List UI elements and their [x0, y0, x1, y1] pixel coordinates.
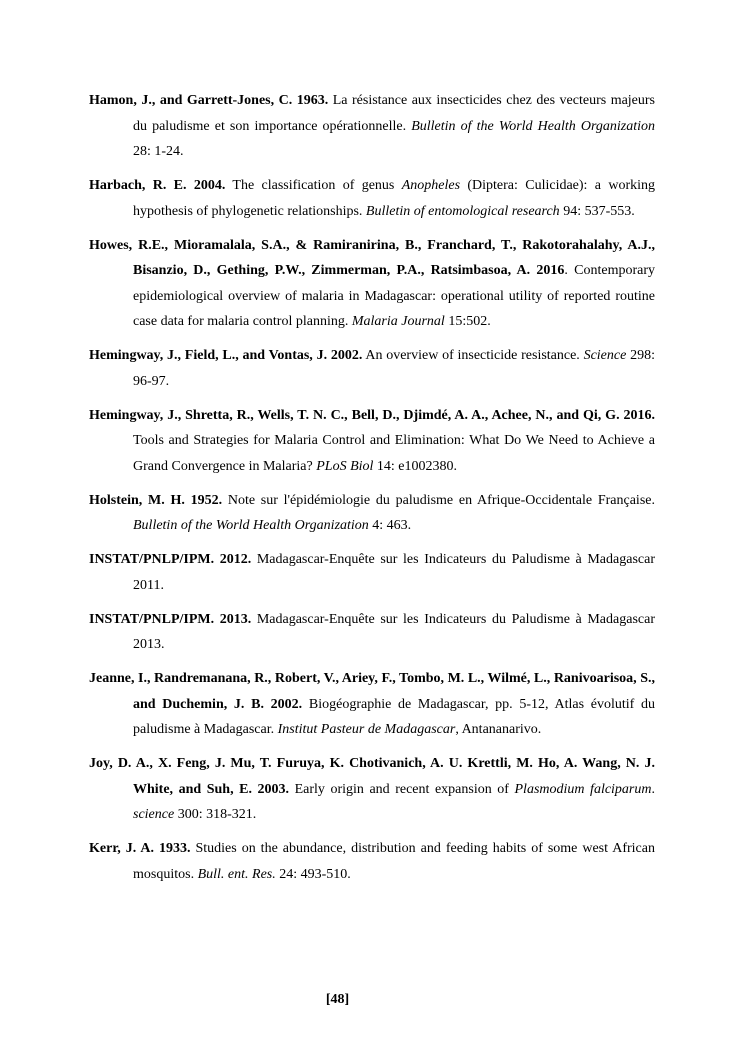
reference-journal: Bulletin of the World Health Organization [133, 518, 369, 533]
reference-text: The classification of genus [225, 178, 402, 193]
reference-text: Biogéographie de Madagascar, pp. 5-12, Atlas évolutif du paludisme à Madagascar. [133, 696, 655, 737]
reference-entry [89, 233, 655, 335]
reference-entry [89, 403, 655, 480]
reference-text: Studies on the abundance, distribution and feeding habits of some west African mosquitos. [133, 841, 655, 882]
reference-volume-pages: 14: e1002380. [373, 458, 458, 474]
reference-authors-year: INSTAT/PNLP/IPM. 2013. [89, 611, 252, 627]
reference-volume-pages: 4: 463. [368, 518, 412, 533]
reference-text: Madagascar-Enquête sur les Indicateurs du Paludisme à Madagascar 2011. [133, 552, 655, 593]
reference-volume-pages: 24: 493-510. [275, 866, 351, 882]
reference-authors-year: Holstein, M. H. 1952. [89, 492, 223, 508]
reference-authors-year: Hemingway, J., Field, L., and Vontas, J. 2002. [89, 348, 363, 363]
reference-entry [89, 751, 655, 828]
reference-publisher: Institut Pasteur de Madagascar [277, 722, 456, 737]
reference-entry [89, 488, 655, 539]
reference-species: Plasmodium falciparum [514, 781, 652, 797]
reference-volume-pages: 28: 1-24. [133, 144, 184, 159]
reference-authors-year: Hemingway, J., Shretta, R., Wells, T. N. C., Bell, D., Djimdé, A. A., Achee, N., and Qi, G. 2016. [89, 407, 655, 423]
page-number: [48] [325, 992, 350, 1007]
reference-authors-year: Kerr, J. A. 1933. [89, 841, 191, 856]
reference-entry [89, 836, 655, 887]
reference-entry [89, 173, 655, 224]
reference-journal: science [133, 807, 175, 822]
reference-text: An overview of insecticide resistance. [362, 348, 584, 363]
reference-authors-year: Howes, R.E., Mioramalala, S.A., & Ramiranirina, B., Franchard, T., Rakotorahalahy, A.J., Bisanzio, D., Gething, P.W., Zimmerman, P.A., Ratsimbasoa, A. 2016 [89, 237, 655, 278]
reference-text: Madagascar-Enquête sur les Indicateurs du Paludisme à Madagascar 2013. [133, 611, 655, 652]
reference-volume-pages: 94: 537-553. [559, 203, 635, 219]
reference-text: Early origin and recent expansion of [289, 781, 515, 797]
reference-text: . [651, 781, 655, 797]
reference-journal: Bulletin of entomological research [365, 203, 560, 219]
reference-journal: PLoS Biol [316, 458, 374, 474]
reference-journal: Science [583, 348, 627, 363]
reference-text: La résistance aux insecticides chez des vecteurs majeurs du paludisme et son importance opérationnelle. [133, 93, 656, 134]
reference-authors-year: INSTAT/PNLP/IPM. 2012. [89, 552, 252, 567]
reference-authors-year: Joy, D. A., X. Feng, J. Mu, T. Furuya, K. Chotivanich, A. U. Krettli, M. Ho, A. Wang, N. J. White, and Suh, E. 2003. [89, 756, 655, 797]
reference-authors-year: Jeanne, I., Randremanana, R., Robert, V., Ariey, F., Tombo, M. L., Wilmé, L., Ranivoarisoa, S., and Duchemin, J. B. 2002. [89, 671, 655, 712]
reference-journal: Bull. ent. Res. [197, 866, 276, 882]
reference-journal: Malaria Journal [351, 314, 445, 329]
reference-authors-year: Hamon, J., and Garrett-Jones, C. 1963. [89, 93, 329, 108]
reference-entry [89, 607, 655, 658]
reference-text: Note sur l'épidémiologie du paludisme en Afrique-Occidentale Française. [222, 492, 655, 508]
reference-volume-pages: 15:502. [444, 314, 491, 329]
reference-list [89, 88, 655, 887]
reference-volume-pages: 298: 96-97. [133, 348, 655, 389]
reference-journal: Bulletin of the World Health Organization [411, 118, 655, 134]
reference-entry [89, 88, 655, 165]
reference-genus: Anopheles [401, 178, 461, 193]
reference-authors-year: Harbach, R. E. 2004. [89, 178, 226, 193]
reference-entry [89, 666, 655, 743]
reference-text: (Diptera: Culicidae): a working hypothesis of phylogenetic relationships. [133, 178, 655, 219]
reference-location: , Antananarivo. [455, 722, 542, 737]
reference-text: . Contemporary epidemiological overview of malaria in Madagascar: operational utility of reported routine case data for malaria control planning. [133, 263, 655, 329]
reference-entry [89, 547, 655, 598]
reference-entry [89, 343, 655, 394]
reference-text: Tools and Strategies for Malaria Control and Elimination: What Do We Need to Achieve a Grand Convergence in Malaria? [133, 433, 655, 474]
reference-volume-pages: 300: 318-321. [174, 807, 257, 822]
